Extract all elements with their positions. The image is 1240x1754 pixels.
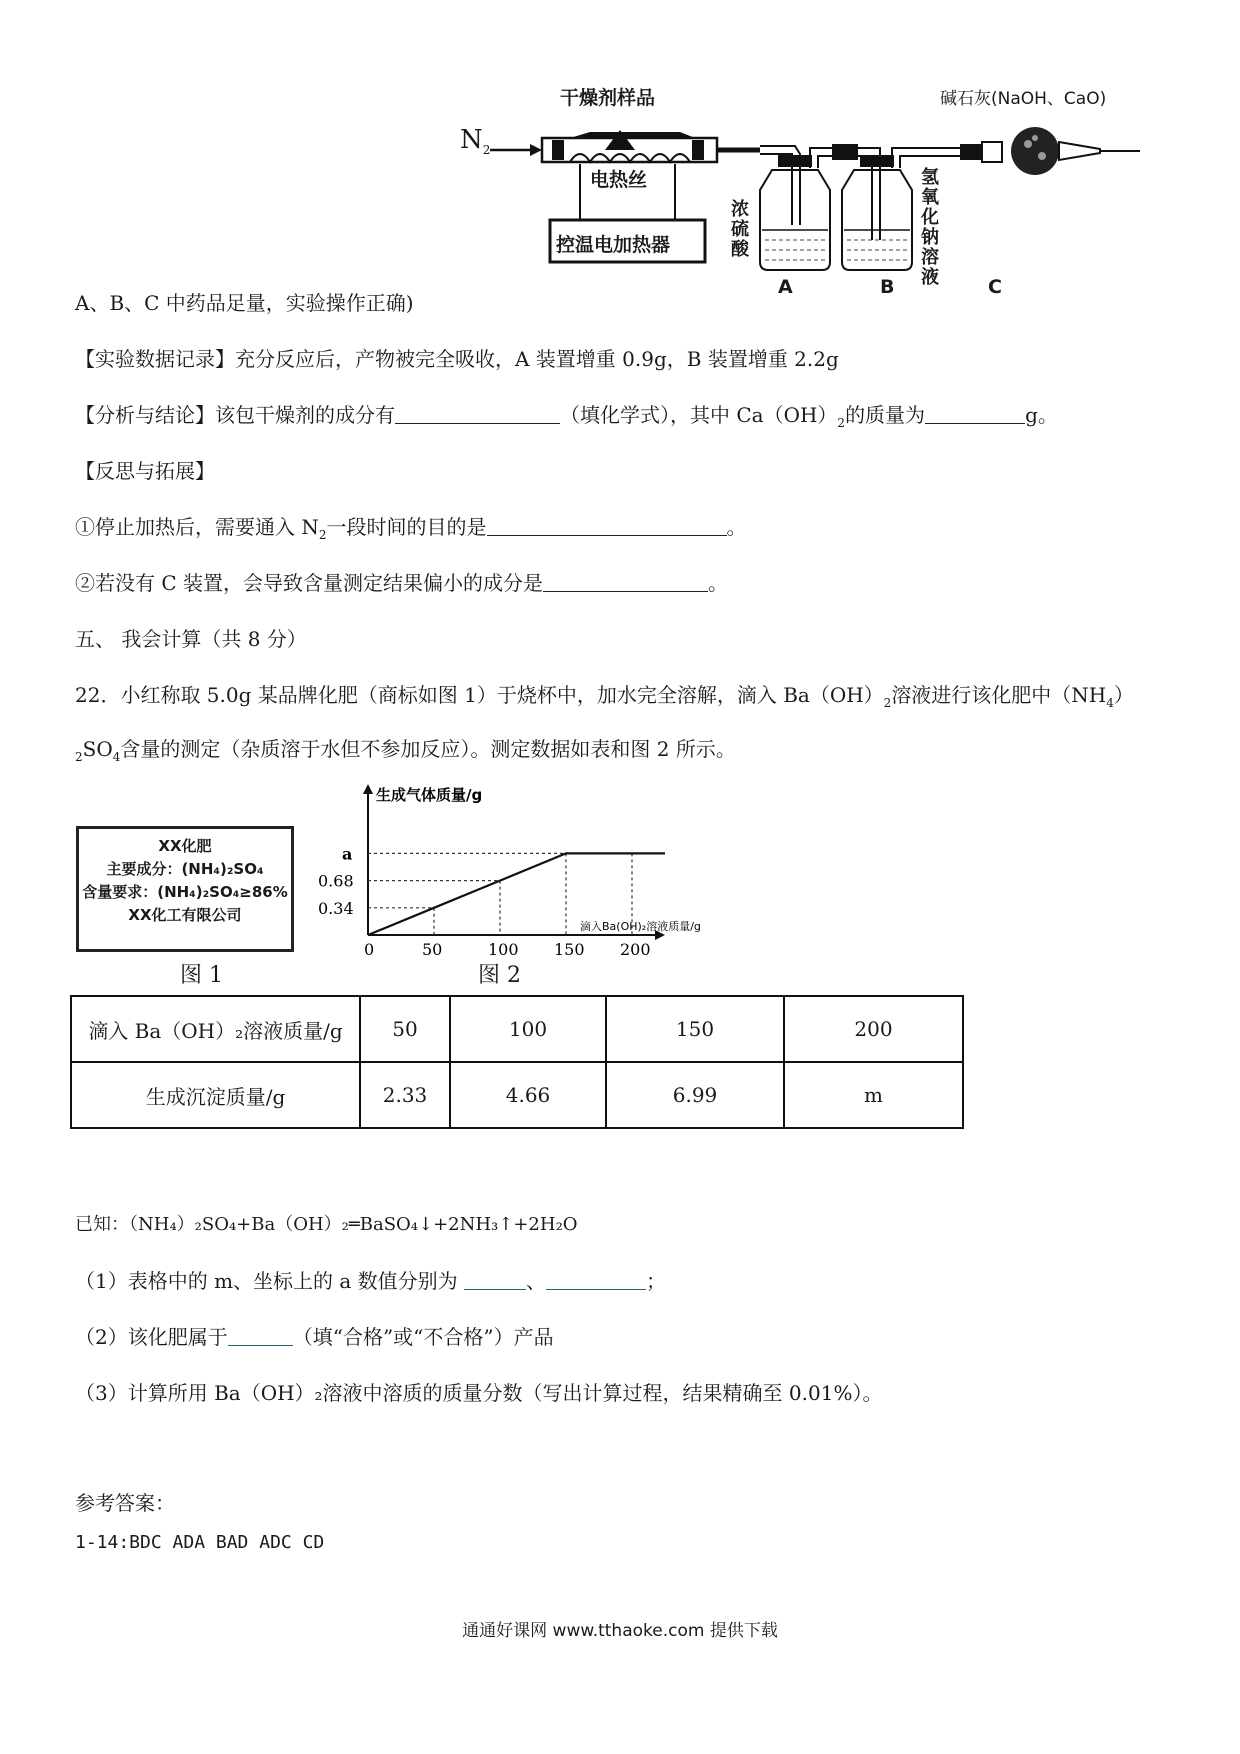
x-tick-label: 0	[364, 940, 375, 959]
tube-c-label: C	[988, 276, 1002, 298]
answer-blank-purpose[interactable]	[487, 515, 727, 536]
reflection-q2: ②若没有 C 装置，会导致含量测定结果偏小的成分是 。	[75, 571, 729, 595]
bottle-a-label: A	[778, 276, 793, 298]
table-row	[71, 996, 963, 1062]
table-cell: 150	[606, 996, 784, 1062]
table-cell: 4.66	[450, 1062, 606, 1128]
y-tick-label: a	[342, 844, 353, 864]
table-cell: 200	[784, 996, 963, 1062]
gas-mass-chart	[310, 780, 701, 960]
x-tick-label: 150	[554, 940, 585, 959]
answer-blank-components[interactable]	[395, 403, 560, 424]
y-tick-label: 0.34	[318, 898, 354, 918]
table-cell: 6.99	[606, 1062, 784, 1128]
data-table	[70, 995, 964, 1129]
question-3: （3）计算所用 Ba（OH）₂溶液中溶质的质量分数（写出计算过程，结果精确至 0.01%）。	[75, 1381, 883, 1405]
data-record-line: 【实验数据记录】充分反应后，产物被完全吸收，A 装置增重 0.9g，B 装置增重 2.2g	[75, 347, 839, 371]
figure-2-caption: 图 2	[478, 963, 521, 988]
product-label-box	[76, 826, 294, 952]
y-tick-label: 0.68	[318, 871, 354, 891]
apparatus-diagram	[460, 80, 1180, 300]
known-equation: 已知：（NH₄）₂SO₄+Ba（OH）₂═BaSO₄↓+2NH₃↑+2H₂O	[75, 1214, 578, 1235]
text-line-1: A、B、C 中药品足量，实验操作正确)	[75, 291, 414, 315]
table-cell: m	[784, 1062, 963, 1128]
answer-blank-qualified[interactable]	[228, 1325, 293, 1346]
n2-label: $N_2$	[460, 125, 491, 158]
chart-svg	[310, 780, 701, 960]
conc-sulfuric-label: 浓 硫 酸	[731, 199, 749, 260]
answer-blank-m[interactable]	[464, 1269, 526, 1290]
question-1: （1）表格中的 m、坐标上的 a 数值分别为 、 ；	[75, 1269, 667, 1293]
answer-blank-caoh2-mass[interactable]	[925, 403, 1025, 424]
analysis-line: 【分析与结论】该包干燥剂的成分有 （填化学式），其中 $Ca(OH)_2$的质量为 g。	[75, 403, 1058, 430]
answers-line: 1-14:BDC ADA BAD ADC CD	[75, 1532, 325, 1553]
x-tick-label: 50	[422, 940, 443, 959]
label-product-name: XX化肥	[158, 837, 212, 855]
table-cell: 2.33	[360, 1062, 450, 1128]
heating-wire-label: 电热丝	[590, 169, 648, 191]
answer-blank-a[interactable]	[546, 1269, 646, 1290]
table-cell: 50	[360, 996, 450, 1062]
figure-1-caption: 图 1	[180, 963, 223, 988]
desiccant-sample-label: 干燥剂样品	[560, 87, 656, 109]
question-22-line2: $_2SO_4$含量的测定（杂质溶于水但不参加反应）。测定数据如表和图 2 所示。	[75, 737, 736, 764]
naoh-solution-label: 氢 氧 化 钠 溶 液	[921, 167, 939, 288]
reflection-q1: ①停止加热后，需要通入 $N_2$一段时间的目的是 。	[75, 515, 747, 542]
bottle-b-label: B	[880, 276, 895, 298]
table-row-header: 生成沉淀质量/g	[71, 1062, 360, 1128]
soda-lime-label: 碱石灰(NaOH、CaO)	[940, 89, 1107, 109]
label-company: XX化工有限公司	[128, 906, 242, 924]
answers-title: 参考答案：	[75, 1491, 175, 1515]
question-22-line1: 22．小红称取 5.0g 某品牌化肥（商标如图 1）于烧杯中，加水完全溶解，滴入 $Ba(OH)_2$溶液进行该化肥中$(NH_4)$	[75, 683, 1134, 710]
label-content-requirement: 含量要求：(NH₄)₂SO₄≥86%	[82, 883, 288, 901]
table-row	[71, 1062, 963, 1128]
answer-blank-component[interactable]	[543, 571, 708, 592]
section-heading: 五、 我会计算（共 8 分）	[75, 627, 307, 651]
reflection-heading: 【反思与拓展】	[75, 459, 215, 483]
x-axis-label: 滴入Ba(OH)₂溶液质量/g	[580, 920, 701, 933]
page-footer: 通通好课网 www.tthaoke.com 提供下载	[462, 1621, 778, 1641]
y-axis-arrow	[363, 784, 373, 794]
heater-label: 控温电加热器	[556, 234, 671, 256]
x-tick-label: 100	[488, 940, 519, 959]
label-main-component: 主要成分：(NH₄)₂SO₄	[106, 860, 264, 878]
x-tick-label: 200	[620, 940, 651, 959]
y-axis-label: 生成气体质量/g	[376, 786, 483, 804]
question-2: （2）该化肥属于 （填“合格”或“不合格”）产品	[75, 1325, 554, 1349]
table-row-header: 滴入 Ba（OH）₂溶液质量/g	[71, 996, 360, 1062]
table-cell: 100	[450, 996, 606, 1062]
apparatus-drawing	[460, 80, 1180, 300]
